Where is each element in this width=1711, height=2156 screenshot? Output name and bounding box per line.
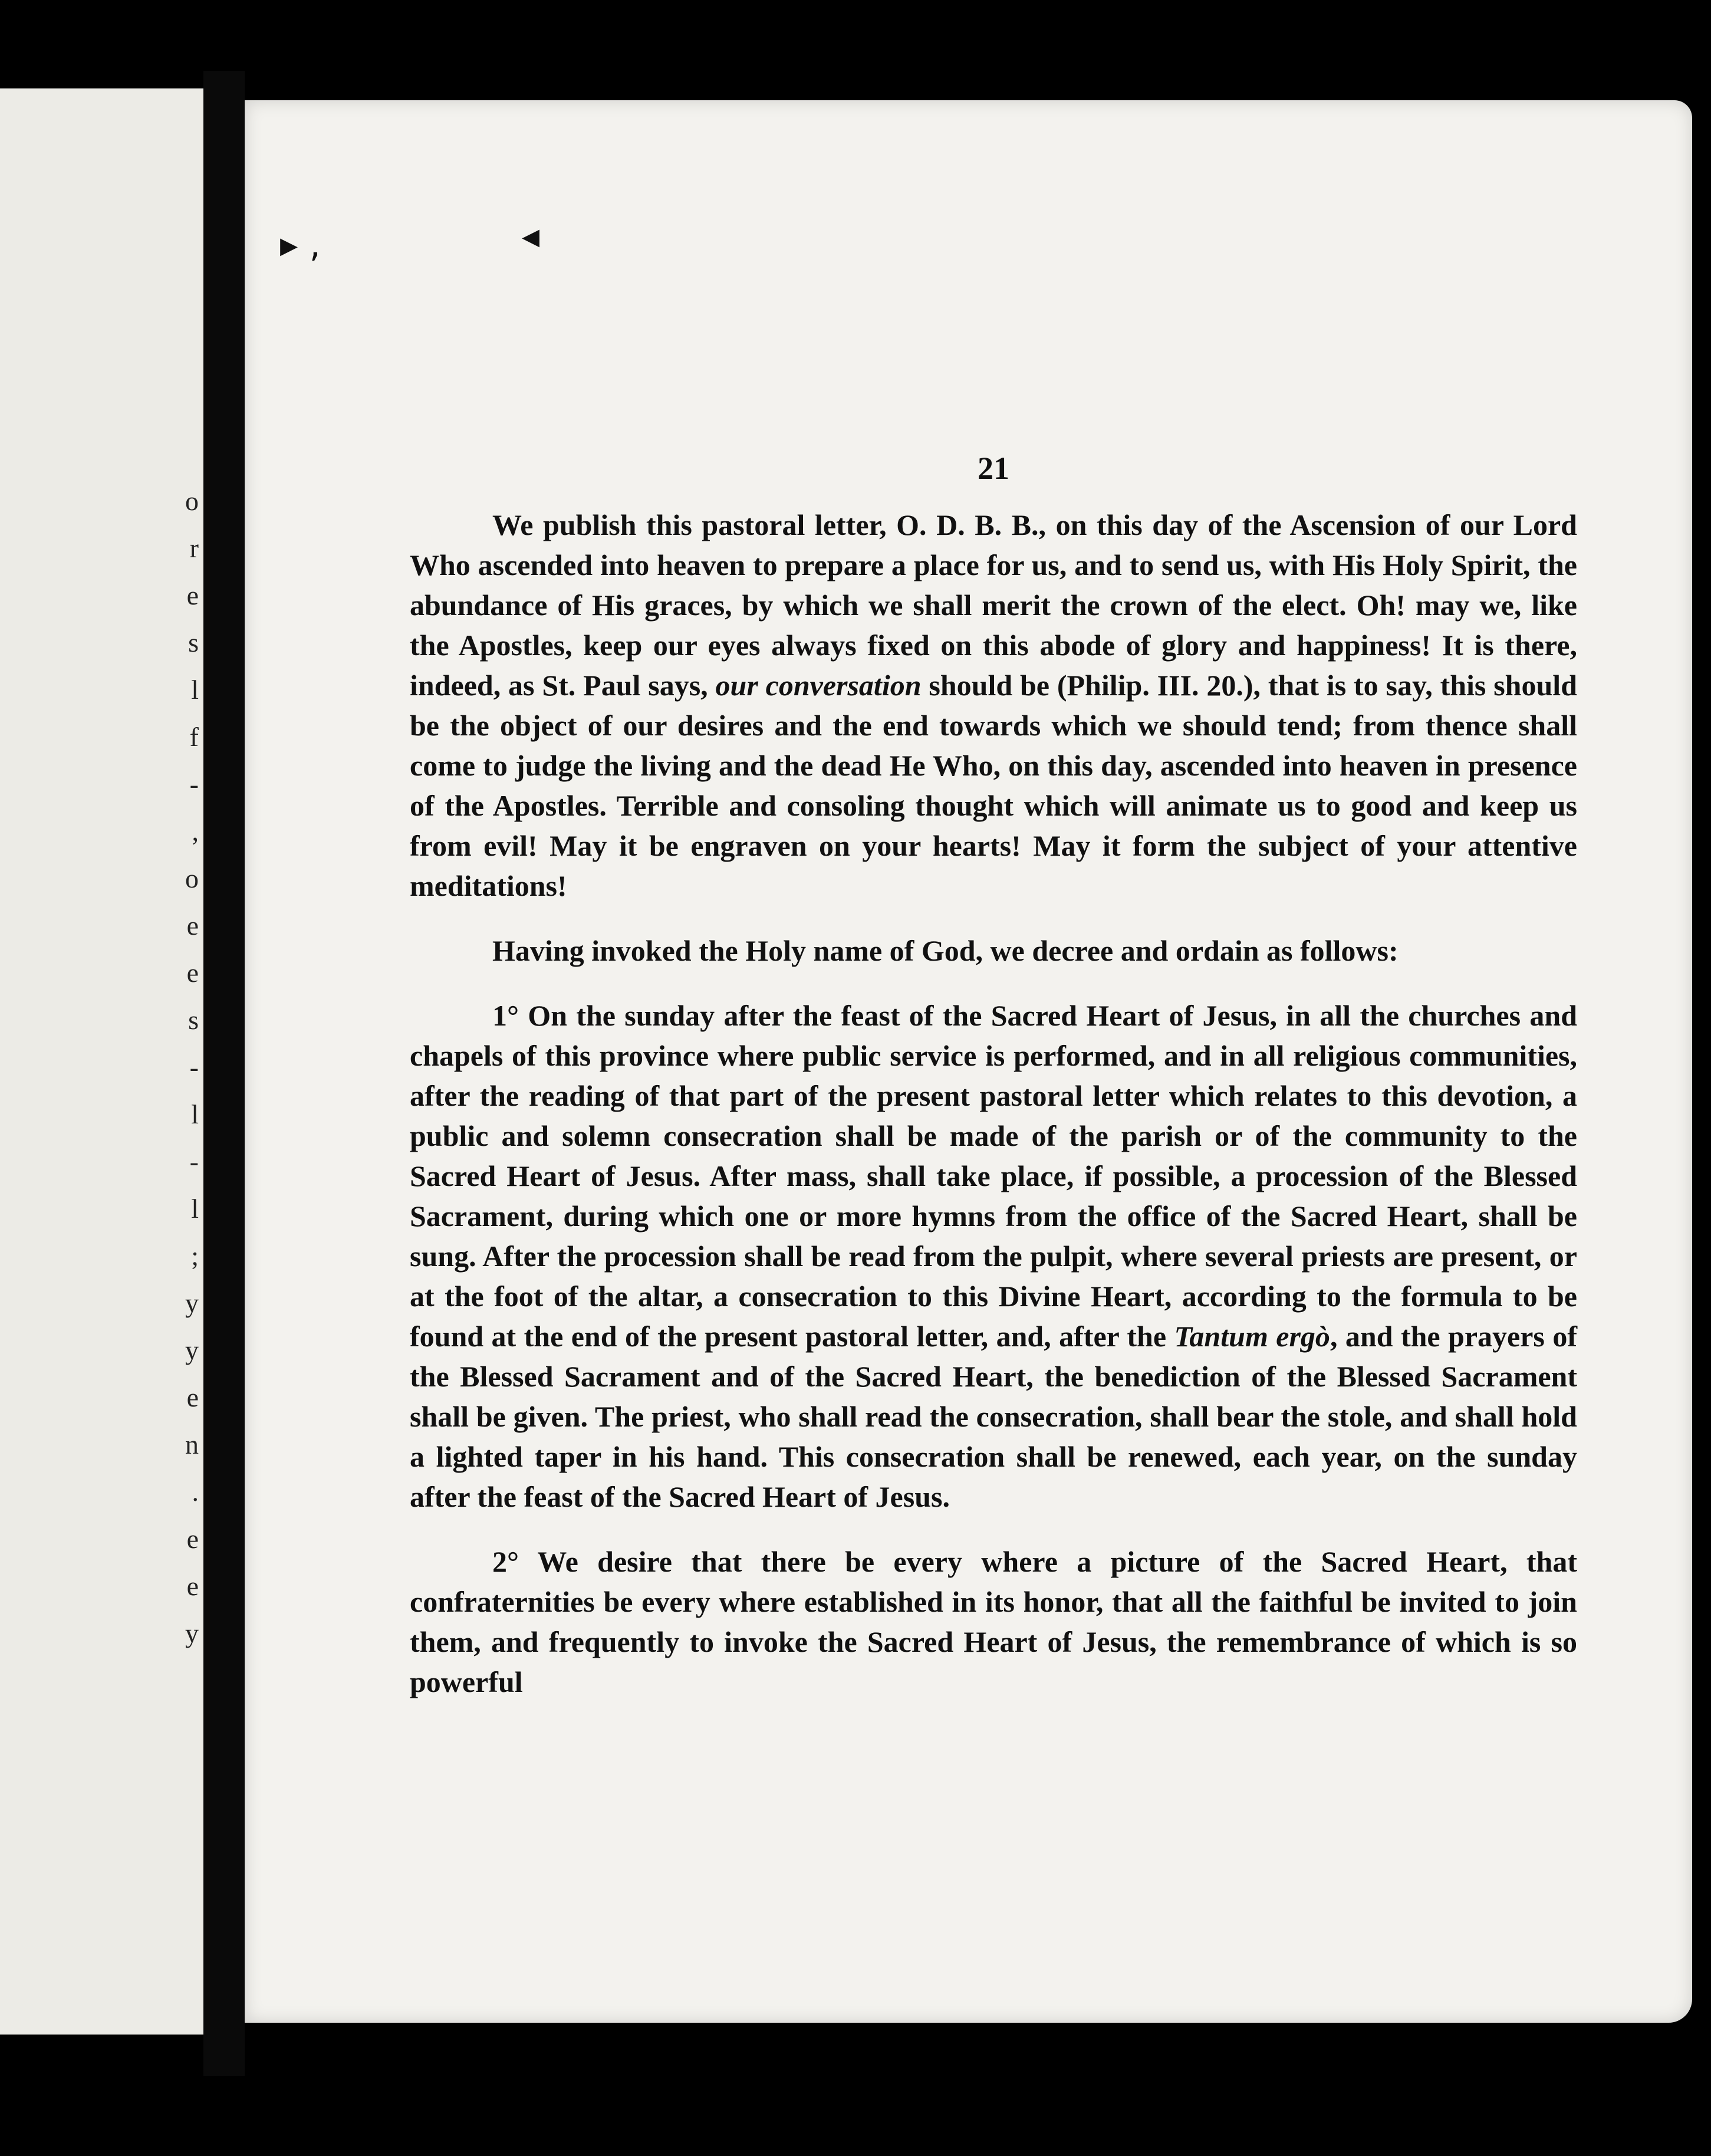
edge-character: . [192,1477,199,1507]
edge-character: o [185,486,199,516]
paragraph-article-1 [410,995,1577,1517]
page-number: 21 [978,451,1009,486]
edge-character: r [189,533,199,563]
paragraph-text: We publish this pastoral letter, O. D. B. B., on this day of the Ascension of our Lord Who ascended into heaven to prepare a place for us, and to send us, with His Holy Spirit, the abundance of His graces, by which we shall merit the crown of the elect. Oh! may we, like the Apostles, keep our eyes always fixed on this abode of glory and happiness! It is there, indeed, as St. Paul says, [410,508,1577,702]
main-page [245,100,1692,2023]
paragraph-text: should be (Philip. III. 20.), that is to say, this should be the object of our desires and the end towards which we should tend; from thence shall come to judge the living and the dead He Who, on this day, ascended into heaven in presence of the Apostles. Terrible and consoling thought which will animate us to good and keep us from evil! May it be engraven on your hearts! May it form the subject of your attentive meditations! [410,669,1577,902]
edge-character: s [188,1005,199,1035]
paragraph-list [410,505,1577,1702]
edge-character: l [191,1099,199,1129]
edge-character: l [191,675,199,705]
paragraph-article-2 [410,1542,1577,1702]
paragraph-publication [410,505,1577,906]
edge-character: y [185,1335,199,1365]
edge-character: f [189,722,199,752]
facing-page-fragment [0,88,208,2035]
edge-character: e [186,911,199,941]
edge-character: , [192,816,199,846]
italic-text: our conversation [715,669,922,702]
edge-character: e [186,1524,199,1554]
edge-character: o [185,863,199,893]
facing-page-edge-characters [175,478,199,1657]
edge-character: n [185,1429,199,1460]
italic-text: Tantum ergò [1174,1320,1330,1353]
ink-mark: ▸ ‚ [280,224,321,265]
paragraph-text: 2° We desire that there be every where a picture of the Sacred Heart, that confraternities be every where established in its honor, that all the faithful be invited to join them, and frequently to invoke the Sacred Heart of Jesus, the remembrance of which is so powerful [410,1545,1577,1698]
ink-mark: ◂ [522,215,540,257]
edge-character: y [185,1618,199,1648]
edge-character: s [188,627,199,658]
edge-character: - [189,769,199,799]
edge-character: e [186,1382,199,1412]
paragraph-decree [410,931,1577,971]
paragraph-text: Having invoked the Holy name of God, we decree and ordain as follows: [492,934,1399,967]
paragraph-text: 1° On the sunday after the feast of the Sacred Heart of Jesus, in all the churches and chapels of this province where public service is performed, and in all religious communities, after the reading of that part of the present pastoral letter which relates to this devotion, a public and solemn consecration shall be made of the parish or of the community to the Sacred Heart of Jesus. After mass, shall take place, if possible, a procession of the Blessed Sacrament, during which one or more hymns from the office of the Sacred Heart, shall be sung. After the procession shall be read from the pulpit, where several priests are present, or at the foot of the altar, a consecration to this Divine Heart, according to the formula to be found at the end of the present pastoral letter, and, after the [410,999,1577,1353]
edge-character: ; [191,1241,199,1271]
edge-character: l [191,1194,199,1224]
edge-character: e [186,958,199,988]
edge-character: - [189,1146,199,1176]
page-text [410,448,1577,1727]
paragraph-text: , and the prayers of the Blessed Sacrament and of the Sacred Heart, the benediction of the Blessed Sacrament shall be given. The priest, who shall read the consecration, shall bear the stole, and shall hold a lighted taper in his hand. This consecration shall be renewed, each year, on the sunday after the feast of the Sacred Heart of Jesus. [410,1320,1577,1513]
edge-character: e [186,1571,199,1601]
edge-character: e [186,580,199,610]
book-gutter [203,71,245,2076]
edge-character: - [189,1052,199,1082]
edge-character: y [185,1288,199,1318]
